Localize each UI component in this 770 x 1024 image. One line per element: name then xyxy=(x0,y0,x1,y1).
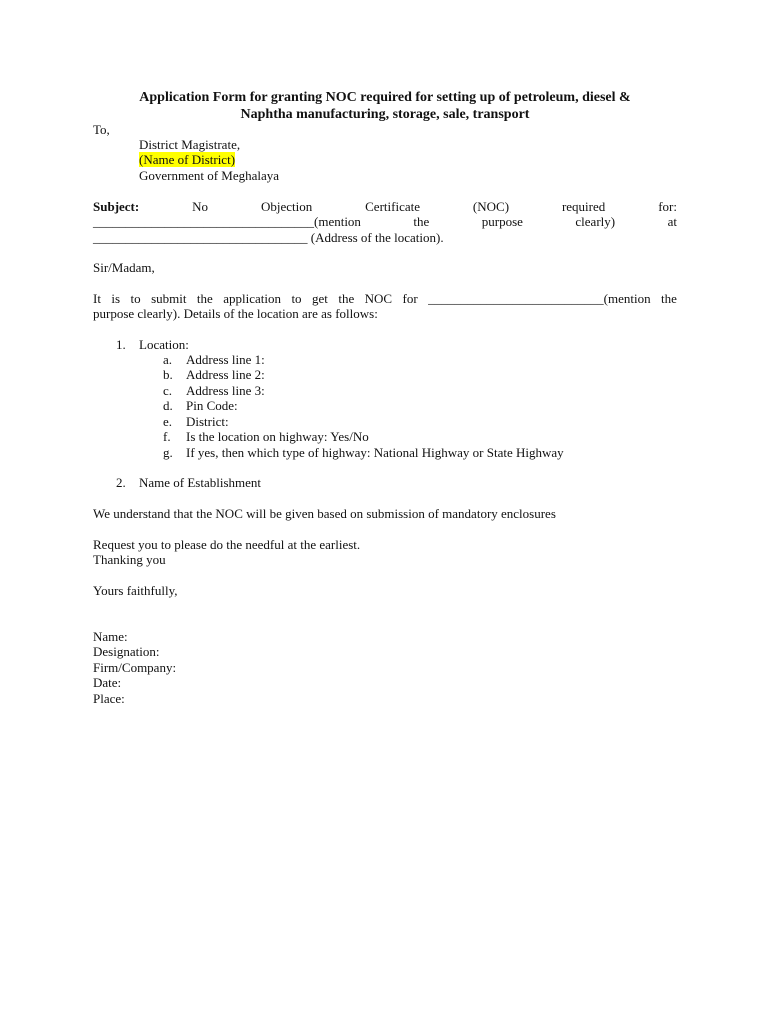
sub-letter-a: a. xyxy=(163,352,173,367)
recipient-title: District Magistrate, xyxy=(139,137,241,152)
subject-word: (NOC) xyxy=(472,199,510,214)
address-line-3-label: Address line 3: xyxy=(186,383,265,398)
intro-word: application xyxy=(223,291,281,306)
intro-word: submit xyxy=(151,291,187,306)
intro-word: the xyxy=(661,291,677,306)
intro-row-2: purpose clearly). Details of the location are as follows: xyxy=(93,306,378,321)
intro-purpose-blank: ___________________________(mention xyxy=(428,291,651,306)
intro-word: to xyxy=(130,291,141,306)
subject-label: Subject: xyxy=(93,199,140,214)
subject-word: for: xyxy=(658,199,677,214)
intro-word: to xyxy=(291,291,302,306)
subject-word: clearly) xyxy=(575,214,616,229)
sub-letter-c: c. xyxy=(163,383,173,398)
government-line: Government of Meghalaya xyxy=(139,168,280,183)
title-line-2: Naphtha manufacturing, storage, sale, transport xyxy=(240,107,530,122)
intro-word: the xyxy=(338,291,355,306)
date-field-label: Date: xyxy=(93,675,122,690)
district-name-placeholder xyxy=(139,152,235,168)
subject-word: required xyxy=(561,199,606,214)
address-line-1-label: Address line 1: xyxy=(186,352,265,367)
salutation: Sir/Madam, xyxy=(93,260,155,275)
purpose-blank: __________________________________(mention xyxy=(93,214,361,229)
to-label: To, xyxy=(93,122,110,137)
firm-field-label: Firm/Company: xyxy=(93,660,177,675)
district-highlight: (Name of District) xyxy=(139,152,236,167)
intro-word: get xyxy=(312,291,328,306)
sub-letter-e: e. xyxy=(163,414,173,429)
sub-letter-g: g. xyxy=(163,445,173,460)
district-label: District: xyxy=(186,414,229,429)
list-number-2: 2. xyxy=(116,475,126,490)
sub-letter-b: b. xyxy=(163,367,173,382)
list-number-1: 1. xyxy=(116,337,126,352)
title-line-1: Application Form for granting NOC required for setting up of petroleum, diesel & xyxy=(139,90,631,105)
establishment-label: Name of Establishment xyxy=(139,475,262,490)
subject-word: Certificate xyxy=(365,199,420,214)
understanding-statement: We understand that the NOC will be given based on submission of mandatory enclosures xyxy=(93,506,556,521)
name-field-label: Name: xyxy=(93,629,128,644)
form-title xyxy=(93,89,677,123)
subject-word: at xyxy=(667,214,677,229)
address-blank-line: _________________________________ (Address of the location). xyxy=(93,230,444,245)
address-line-2-label: Address line 2: xyxy=(186,367,265,382)
request-line: Request you to please do the needful at the earliest. xyxy=(93,537,361,552)
intro-word: is xyxy=(111,291,121,306)
subject-row-1 xyxy=(93,199,677,215)
intro-row-1 xyxy=(93,291,677,307)
highway-type-question: If yes, then which type of highway: National Highway or State Highway xyxy=(186,445,564,460)
location-label: Location: xyxy=(139,337,189,352)
subject-word: the xyxy=(413,214,430,229)
highway-question: Is the location on highway: Yes/No xyxy=(186,429,369,444)
place-field-label: Place: xyxy=(93,691,125,706)
sub-letter-f: f. xyxy=(163,429,171,444)
designation-field-label: Designation: xyxy=(93,644,160,659)
intro-word: NOC xyxy=(364,291,393,306)
intro-word: for xyxy=(402,291,418,306)
intro-word: It xyxy=(93,291,101,306)
subject-row-2 xyxy=(93,214,677,230)
subject-word: No xyxy=(192,199,209,214)
subject-word: Objection xyxy=(260,199,313,214)
closing-line: Yours faithfully, xyxy=(93,583,178,598)
thanks-line: Thanking you xyxy=(93,552,166,567)
sub-letter-d: d. xyxy=(163,398,173,413)
intro-word: the xyxy=(196,291,213,306)
subject-word: purpose xyxy=(481,214,523,229)
pin-code-label: Pin Code: xyxy=(186,398,238,413)
